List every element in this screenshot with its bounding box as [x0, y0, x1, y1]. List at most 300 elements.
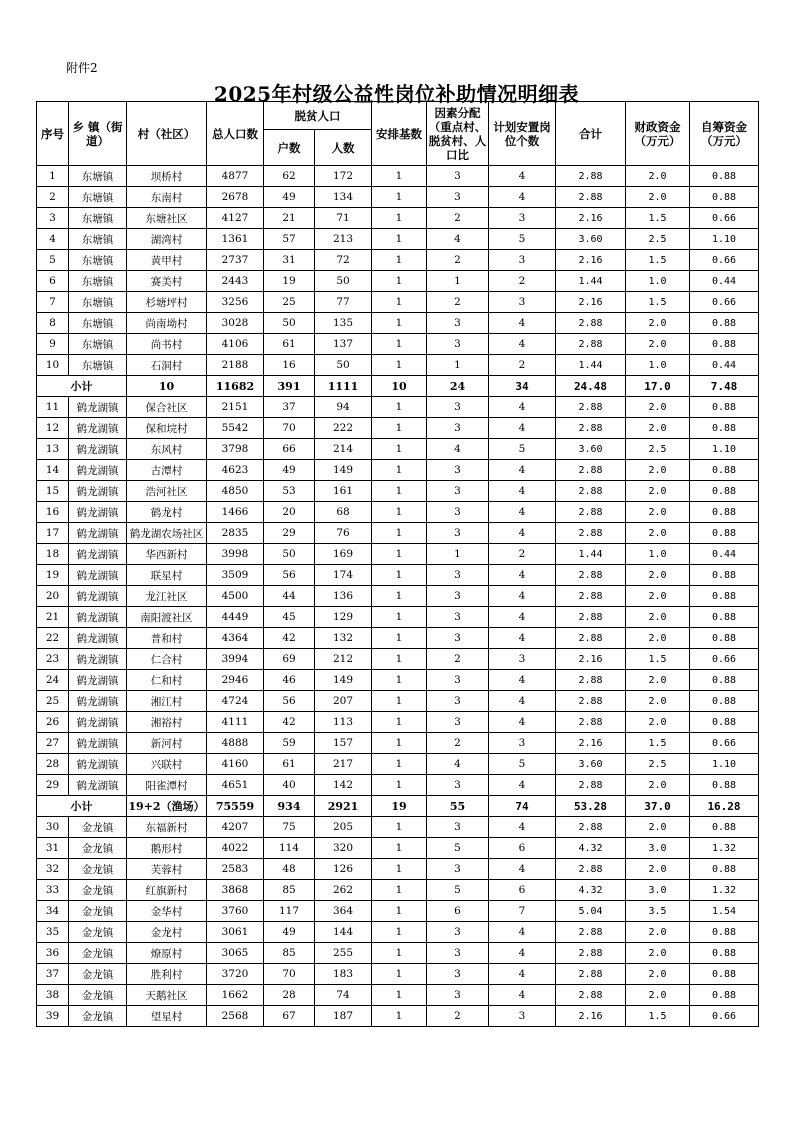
subtotal-cell: 16.28	[690, 796, 759, 817]
cell-population: 2835	[207, 523, 264, 544]
cell-seq: 37	[37, 964, 69, 985]
cell-fiscal: 2.0	[626, 523, 690, 544]
cell-base: 1	[372, 292, 427, 313]
table-row	[37, 817, 759, 838]
cell-households: 49	[264, 460, 315, 481]
cell-township: 东塘镇	[69, 313, 127, 334]
cell-township: 东塘镇	[69, 271, 127, 292]
cell-persons: 74	[315, 985, 372, 1006]
table-row	[37, 292, 759, 313]
cell-planned: 3	[489, 733, 556, 754]
cell-households: 31	[264, 250, 315, 271]
cell-population: 2443	[207, 271, 264, 292]
cell-village: 保和垸村	[127, 418, 207, 439]
cell-township: 鹤龙湖镇	[69, 523, 127, 544]
cell-base: 1	[372, 166, 427, 187]
cell-township: 东塘镇	[69, 334, 127, 355]
cell-persons: 205	[315, 817, 372, 838]
header-total: 合计	[556, 102, 626, 166]
cell-total: 3.60	[556, 229, 626, 250]
cell-village: 东南村	[127, 187, 207, 208]
cell-fiscal: 2.0	[626, 187, 690, 208]
cell-fiscal: 2.0	[626, 859, 690, 880]
cell-factor: 2	[427, 733, 489, 754]
cell-village: 华西新村	[127, 544, 207, 565]
cell-seq: 4	[37, 229, 69, 250]
cell-village: 湘裕村	[127, 712, 207, 733]
cell-planned: 4	[489, 775, 556, 796]
cell-seq: 34	[37, 901, 69, 922]
attachment-label: 附件2	[66, 61, 98, 75]
table-row	[37, 355, 759, 376]
table-row	[37, 691, 759, 712]
cell-persons: 320	[315, 838, 372, 859]
cell-persons: 222	[315, 418, 372, 439]
table-row	[37, 712, 759, 733]
cell-persons: 129	[315, 607, 372, 628]
subtotal-cell: 17.0	[626, 376, 690, 397]
cell-factor: 3	[427, 481, 489, 502]
cell-township: 鹤龙湖镇	[69, 586, 127, 607]
cell-households: 57	[264, 229, 315, 250]
cell-planned: 2	[489, 271, 556, 292]
cell-planned: 4	[489, 334, 556, 355]
cell-factor: 5	[427, 838, 489, 859]
table-row	[37, 565, 759, 586]
cell-seq: 14	[37, 460, 69, 481]
cell-seq: 9	[37, 334, 69, 355]
table-row	[37, 439, 759, 460]
cell-persons: 149	[315, 670, 372, 691]
cell-population: 2568	[207, 1006, 264, 1027]
cell-population: 4623	[207, 460, 264, 481]
cell-seq: 1	[37, 166, 69, 187]
cell-self: 0.88	[690, 922, 759, 943]
cell-township: 东塘镇	[69, 355, 127, 376]
cell-self: 1.32	[690, 880, 759, 901]
cell-village: 阳雀潭村	[127, 775, 207, 796]
cell-planned: 7	[489, 901, 556, 922]
table-row	[37, 985, 759, 1006]
subtotal-cell: 55	[427, 796, 489, 817]
cell-total: 2.88	[556, 607, 626, 628]
cell-factor: 3	[427, 187, 489, 208]
header-population: 总人口数	[207, 102, 264, 166]
cell-total: 2.16	[556, 250, 626, 271]
cell-planned: 3	[489, 250, 556, 271]
cell-households: 69	[264, 649, 315, 670]
cell-planned: 4	[489, 586, 556, 607]
cell-persons: 149	[315, 460, 372, 481]
subtotal-cell: 75559	[207, 796, 264, 817]
cell-base: 1	[372, 187, 427, 208]
cell-township: 鹤龙湖镇	[69, 649, 127, 670]
cell-factor: 2	[427, 208, 489, 229]
cell-seq: 23	[37, 649, 69, 670]
cell-base: 1	[372, 985, 427, 1006]
cell-seq: 28	[37, 754, 69, 775]
cell-village: 东风村	[127, 439, 207, 460]
cell-base: 1	[372, 544, 427, 565]
cell-factor: 3	[427, 460, 489, 481]
cell-total: 5.04	[556, 901, 626, 922]
cell-total: 2.88	[556, 775, 626, 796]
cell-total: 3.60	[556, 754, 626, 775]
cell-population: 2188	[207, 355, 264, 376]
cell-self: 0.88	[690, 523, 759, 544]
cell-persons: 207	[315, 691, 372, 712]
cell-persons: 77	[315, 292, 372, 313]
cell-planned: 4	[489, 313, 556, 334]
cell-village: 浩河社区	[127, 481, 207, 502]
cell-factor: 1	[427, 271, 489, 292]
table-row	[37, 943, 759, 964]
cell-fiscal: 2.0	[626, 502, 690, 523]
cell-base: 1	[372, 922, 427, 943]
cell-households: 48	[264, 859, 315, 880]
subtotal-cell: 37.0	[626, 796, 690, 817]
cell-population: 1466	[207, 502, 264, 523]
cell-self: 0.88	[690, 481, 759, 502]
cell-planned: 4	[489, 397, 556, 418]
subtotal-cell: 11682	[207, 376, 264, 397]
cell-self: 0.88	[690, 670, 759, 691]
cell-households: 70	[264, 964, 315, 985]
cell-seq: 13	[37, 439, 69, 460]
cell-township: 鹤龙湖镇	[69, 460, 127, 481]
cell-village: 赛美村	[127, 271, 207, 292]
cell-township: 鹤龙湖镇	[69, 544, 127, 565]
cell-total: 2.16	[556, 733, 626, 754]
cell-total: 2.88	[556, 712, 626, 733]
cell-households: 59	[264, 733, 315, 754]
header-village: 村（社区）	[127, 102, 207, 166]
cell-persons: 136	[315, 586, 372, 607]
cell-seq: 33	[37, 880, 69, 901]
subtotal-cell: 7.48	[690, 376, 759, 397]
cell-persons: 169	[315, 544, 372, 565]
cell-persons: 68	[315, 502, 372, 523]
cell-self: 1.54	[690, 901, 759, 922]
cell-total: 2.88	[556, 922, 626, 943]
table-row	[37, 670, 759, 691]
cell-households: 75	[264, 817, 315, 838]
cell-township: 鹤龙湖镇	[69, 733, 127, 754]
cell-households: 21	[264, 208, 315, 229]
cell-persons: 255	[315, 943, 372, 964]
cell-fiscal: 1.0	[626, 271, 690, 292]
cell-households: 85	[264, 943, 315, 964]
cell-base: 1	[372, 859, 427, 880]
cell-village: 鹤龙村	[127, 502, 207, 523]
cell-factor: 6	[427, 901, 489, 922]
cell-factor: 3	[427, 817, 489, 838]
cell-seq: 12	[37, 418, 69, 439]
cell-households: 56	[264, 691, 315, 712]
cell-township: 鹤龙湖镇	[69, 691, 127, 712]
cell-seq: 15	[37, 481, 69, 502]
cell-population: 4449	[207, 607, 264, 628]
table-row	[37, 628, 759, 649]
cell-township: 东塘镇	[69, 292, 127, 313]
table-row	[37, 481, 759, 502]
cell-base: 1	[372, 397, 427, 418]
cell-village: 仁合村	[127, 649, 207, 670]
cell-fiscal: 1.5	[626, 208, 690, 229]
cell-township: 金龙镇	[69, 943, 127, 964]
table-row	[37, 460, 759, 481]
cell-base: 1	[372, 649, 427, 670]
cell-planned: 4	[489, 166, 556, 187]
cell-population: 3028	[207, 313, 264, 334]
table-row	[37, 313, 759, 334]
cell-total: 2.16	[556, 649, 626, 670]
cell-population: 2678	[207, 187, 264, 208]
cell-township: 金龙镇	[69, 859, 127, 880]
cell-factor: 3	[427, 607, 489, 628]
cell-self: 1.32	[690, 838, 759, 859]
subtotal-cell: 10	[372, 376, 427, 397]
cell-planned: 4	[489, 985, 556, 1006]
header-poverty-group: 脱贫人口	[264, 102, 372, 130]
cell-households: 28	[264, 985, 315, 1006]
cell-total: 2.88	[556, 985, 626, 1006]
cell-factor: 3	[427, 334, 489, 355]
subtotal-cell: 934	[264, 796, 315, 817]
cell-seq: 36	[37, 943, 69, 964]
cell-village: 新河村	[127, 733, 207, 754]
table-row	[37, 523, 759, 544]
cell-seq: 2	[37, 187, 69, 208]
cell-base: 1	[372, 565, 427, 586]
subtotal-cell: 74	[489, 796, 556, 817]
cell-total: 2.88	[556, 565, 626, 586]
cell-population: 3994	[207, 649, 264, 670]
table-row	[37, 229, 759, 250]
cell-total: 2.88	[556, 397, 626, 418]
cell-planned: 3	[489, 208, 556, 229]
cell-total: 2.88	[556, 334, 626, 355]
cell-total: 2.16	[556, 208, 626, 229]
cell-fiscal: 2.0	[626, 922, 690, 943]
cell-factor: 3	[427, 712, 489, 733]
cell-total: 2.88	[556, 418, 626, 439]
cell-township: 东塘镇	[69, 229, 127, 250]
cell-factor: 3	[427, 586, 489, 607]
cell-persons: 183	[315, 964, 372, 985]
cell-township: 金龙镇	[69, 922, 127, 943]
cell-households: 117	[264, 901, 315, 922]
cell-seq: 27	[37, 733, 69, 754]
cell-self: 0.88	[690, 943, 759, 964]
cell-planned: 4	[489, 502, 556, 523]
cell-base: 1	[372, 880, 427, 901]
cell-self: 0.88	[690, 502, 759, 523]
cell-base: 1	[372, 712, 427, 733]
subtotal-cell: 2921	[315, 796, 372, 817]
cell-total: 2.16	[556, 1006, 626, 1027]
cell-factor: 3	[427, 670, 489, 691]
subsidy-detail-table	[36, 101, 759, 1027]
cell-total: 1.44	[556, 544, 626, 565]
cell-village: 联星村	[127, 565, 207, 586]
cell-planned: 5	[489, 754, 556, 775]
cell-base: 1	[372, 481, 427, 502]
cell-fiscal: 2.0	[626, 586, 690, 607]
cell-fiscal: 2.0	[626, 817, 690, 838]
subtotal-cell: 24	[427, 376, 489, 397]
cell-households: 61	[264, 334, 315, 355]
cell-persons: 217	[315, 754, 372, 775]
cell-households: 61	[264, 754, 315, 775]
cell-planned: 4	[489, 460, 556, 481]
cell-village: 尚书村	[127, 334, 207, 355]
cell-base: 1	[372, 460, 427, 481]
cell-base: 1	[372, 670, 427, 691]
cell-total: 2.88	[556, 586, 626, 607]
cell-population: 4877	[207, 166, 264, 187]
cell-seq: 35	[37, 922, 69, 943]
cell-population: 4364	[207, 628, 264, 649]
cell-base: 1	[372, 775, 427, 796]
cell-persons: 50	[315, 271, 372, 292]
cell-base: 1	[372, 964, 427, 985]
cell-planned: 4	[489, 859, 556, 880]
cell-township: 鹤龙湖镇	[69, 481, 127, 502]
cell-persons: 50	[315, 355, 372, 376]
cell-township: 东塘镇	[69, 166, 127, 187]
cell-fiscal: 2.0	[626, 670, 690, 691]
table-row	[37, 733, 759, 754]
cell-population: 4127	[207, 208, 264, 229]
cell-base: 1	[372, 208, 427, 229]
cell-village: 鹅形村	[127, 838, 207, 859]
cell-planned: 4	[489, 418, 556, 439]
table-row	[37, 649, 759, 670]
cell-households: 53	[264, 481, 315, 502]
cell-total: 2.88	[556, 628, 626, 649]
cell-township: 鹤龙湖镇	[69, 418, 127, 439]
cell-base: 1	[372, 1006, 427, 1027]
cell-fiscal: 2.0	[626, 607, 690, 628]
cell-base: 1	[372, 607, 427, 628]
cell-fiscal: 2.5	[626, 754, 690, 775]
cell-planned: 4	[489, 187, 556, 208]
cell-self: 0.88	[690, 586, 759, 607]
cell-total: 2.88	[556, 460, 626, 481]
cell-base: 1	[372, 733, 427, 754]
cell-persons: 187	[315, 1006, 372, 1027]
cell-fiscal: 3.5	[626, 901, 690, 922]
cell-self: 1.10	[690, 439, 759, 460]
cell-self: 0.66	[690, 250, 759, 271]
cell-planned: 2	[489, 544, 556, 565]
cell-village: 普和村	[127, 628, 207, 649]
cell-planned: 3	[489, 292, 556, 313]
cell-households: 25	[264, 292, 315, 313]
cell-base: 1	[372, 943, 427, 964]
cell-factor: 3	[427, 502, 489, 523]
cell-population: 1662	[207, 985, 264, 1006]
cell-self: 0.88	[690, 964, 759, 985]
subtotal-row	[37, 376, 759, 397]
cell-households: 16	[264, 355, 315, 376]
header-factor: 因素分配（重点村、脱贫村、人口比	[427, 102, 489, 166]
cell-fiscal: 2.0	[626, 460, 690, 481]
cell-base: 1	[372, 418, 427, 439]
table-row	[37, 397, 759, 418]
cell-seq: 38	[37, 985, 69, 1006]
cell-factor: 4	[427, 229, 489, 250]
cell-factor: 5	[427, 880, 489, 901]
page-title: 2025年村级公益性岗位补助情况明细表	[213, 82, 580, 106]
cell-self: 0.88	[690, 628, 759, 649]
cell-factor: 3	[427, 397, 489, 418]
cell-planned: 4	[489, 691, 556, 712]
cell-persons: 214	[315, 439, 372, 460]
cell-factor: 3	[427, 964, 489, 985]
cell-households: 114	[264, 838, 315, 859]
cell-township: 鹤龙湖镇	[69, 712, 127, 733]
cell-seq: 30	[37, 817, 69, 838]
cell-self: 0.88	[690, 397, 759, 418]
table-row	[37, 880, 759, 901]
header-township: 乡 镇（街道）	[69, 102, 127, 166]
cell-persons: 262	[315, 880, 372, 901]
table-row	[37, 586, 759, 607]
cell-planned: 4	[489, 712, 556, 733]
cell-seq: 5	[37, 250, 69, 271]
cell-base: 1	[372, 691, 427, 712]
cell-persons: 126	[315, 859, 372, 880]
cell-persons: 174	[315, 565, 372, 586]
cell-total: 2.88	[556, 943, 626, 964]
cell-self: 0.88	[690, 985, 759, 1006]
cell-total: 1.44	[556, 355, 626, 376]
cell-village: 保合社区	[127, 397, 207, 418]
cell-township: 东塘镇	[69, 187, 127, 208]
table-row	[37, 859, 759, 880]
cell-population: 4651	[207, 775, 264, 796]
cell-base: 1	[372, 250, 427, 271]
cell-population: 4724	[207, 691, 264, 712]
cell-total: 2.88	[556, 481, 626, 502]
cell-base: 1	[372, 628, 427, 649]
cell-village: 黄甲村	[127, 250, 207, 271]
cell-self: 0.88	[690, 334, 759, 355]
table-row	[37, 544, 759, 565]
table-row	[37, 187, 759, 208]
cell-total: 2.88	[556, 859, 626, 880]
cell-persons: 157	[315, 733, 372, 754]
cell-persons: 364	[315, 901, 372, 922]
cell-population: 3868	[207, 880, 264, 901]
cell-factor: 3	[427, 985, 489, 1006]
cell-seq: 32	[37, 859, 69, 880]
cell-planned: 4	[489, 523, 556, 544]
cell-village: 古潭村	[127, 460, 207, 481]
cell-persons: 72	[315, 250, 372, 271]
cell-fiscal: 2.0	[626, 712, 690, 733]
cell-total: 2.88	[556, 817, 626, 838]
cell-village: 金龙村	[127, 922, 207, 943]
cell-seq: 11	[37, 397, 69, 418]
cell-seq: 7	[37, 292, 69, 313]
cell-seq: 25	[37, 691, 69, 712]
cell-seq: 16	[37, 502, 69, 523]
cell-fiscal: 1.5	[626, 1006, 690, 1027]
cell-population: 4106	[207, 334, 264, 355]
